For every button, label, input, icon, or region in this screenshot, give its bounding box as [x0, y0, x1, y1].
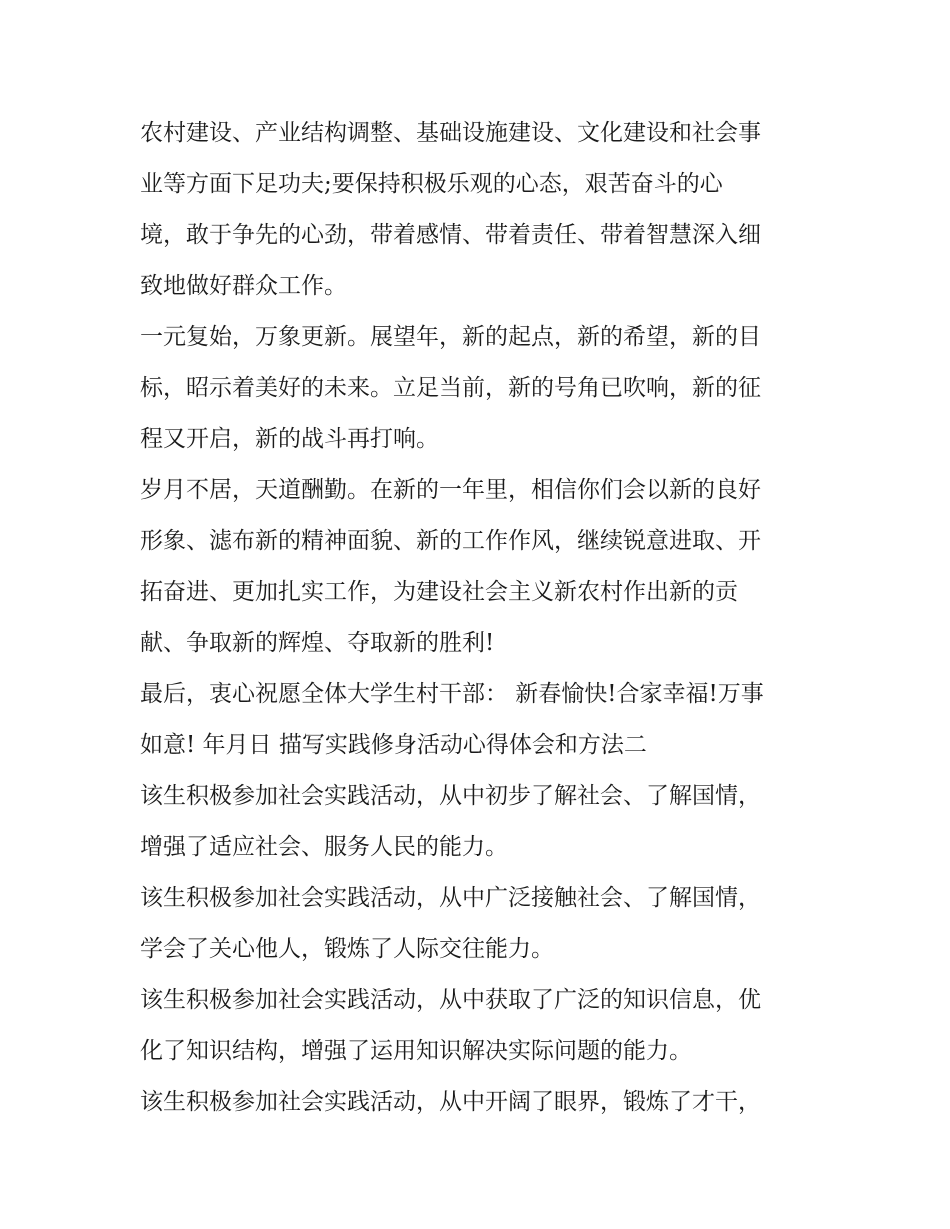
text-line: 程又开启，新的战斗再打响。 — [140, 426, 439, 452]
text-line: 该生积极参加社会实践活动，从中获取了广泛的知识信息，优 — [140, 987, 761, 1013]
text-line: 农村建设、产业结构调整、基础设施建设、文化建设和社会事 — [140, 120, 761, 146]
text-line: 学会了关心他人，锻炼了人际交往能力。 — [140, 936, 554, 962]
text-line: 致地做好群众工作。 — [140, 273, 347, 299]
text-line: 化了知识结构，增强了运用知识解决实际问题的能力。 — [140, 1038, 692, 1064]
text-line: 业等方面下足功夫;要保持积极乐观的心态，艰苦奋斗的心 — [140, 171, 723, 197]
text-line: 该生积极参加社会实践活动，从中开阔了眼界，锻炼了才干， — [140, 1089, 761, 1115]
text-line: 增强了适应社会、服务人民的能力。 — [140, 834, 508, 860]
document-body — [140, 108, 820, 1128]
text-line: 该生积极参加社会实践活动，从中广泛接触社会、了解国情， — [140, 885, 761, 911]
text-line: 境，敢于争先的心劲，带着感情、带着责任、带着智慧深入细 — [140, 222, 761, 248]
text-line: 标，昭示着美好的未来。立足当前，新的号角已吹响，新的征 — [140, 375, 761, 401]
text-line: 如意! 年月日 描写实践修身活动心得体会和方法二 — [140, 732, 647, 758]
text-line: 拓奋进、更加扎实工作，为建设社会主义新农村作出新的贡 — [140, 579, 738, 605]
text-line: 一元复始，万象更新。展望年，新的起点，新的希望，新的目 — [140, 324, 761, 350]
text-line: 形象、滤布新的精神面貌、新的工作作风，继续锐意进取、开 — [140, 528, 761, 554]
text-line: 岁月不居，天道酬勤。在新的一年里，相信你们会以新的良好 — [140, 477, 761, 503]
text-line: 献、争取新的辉煌、夺取新的胜利! — [140, 630, 495, 656]
text-line: 该生积极参加社会实践活动，从中初步了解社会、了解国情， — [140, 783, 761, 809]
text-line: 最后，衷心祝愿全体大学生村干部： 新春愉快!合家幸福!万事 — [140, 681, 764, 707]
